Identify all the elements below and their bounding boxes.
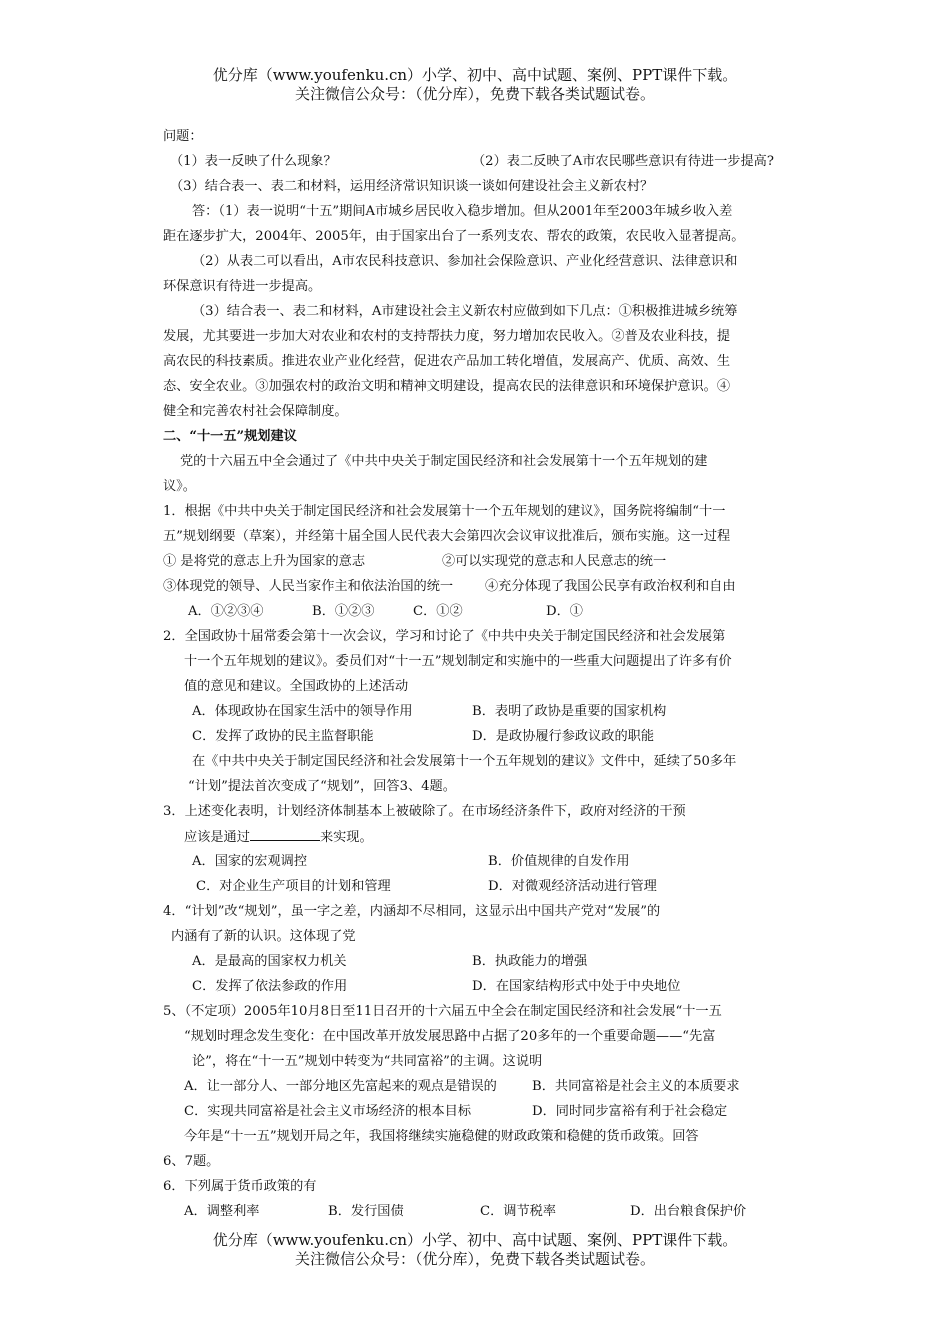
q1-statement-3: ③体现党的领导、人民当家作主和依法治国的统一: [163, 579, 454, 594]
q2-option-c: C．发挥了政协的民主监督职能: [192, 729, 374, 744]
answer-blank: [250, 828, 320, 841]
q1-statement-2: ②可以实现党的意志和人民意志的统一: [442, 554, 667, 569]
q1-option-c: C．①②: [413, 604, 463, 619]
q2-stem-line-2: 十一个五年规划的建议》。委员们对“十一五”规划制定和实施中的一些重大问题提出了许多有价: [184, 654, 732, 669]
answer-3-line-5: 健全和完善农村社会保障制度。: [163, 404, 348, 419]
q2-option-d: D．是政协履行参政议政的职能: [472, 729, 655, 744]
q5-option-d: D．同时同步富裕有利于社会稳定: [532, 1104, 728, 1119]
material-3-4-line-2: “计划”提法首次变成了“规划”，回答3、4题。: [188, 779, 456, 794]
footer-line-1: 优分库（www.youfenku.cn）小学、初中、高中试题、案例、PPT课件下载。: [212, 1231, 738, 1249]
answer-2-line-1: （2）从表二可以看出，A市农民科技意识、参加社会保险意识、产业化经营意识、法律意识和: [192, 254, 738, 269]
question-2: （2）表二反映了A市农民哪些意识有待进一步提高?: [472, 154, 774, 169]
q3-option-c: C．对企业生产项目的计划和管理: [196, 879, 391, 894]
q1-stem-line-1: 1．根据《中共中央关于制定国民经济和社会发展第十一个五年规划的建议》，国务院将编制“十一: [163, 504, 726, 519]
answer-3-line-4: 态、安全农业。③加强农村的政治文明和精神文明建设，提高农民的法律意识和环境保护意识。④: [163, 379, 731, 394]
q3-option-d: D．对微观经济活动进行管理: [488, 879, 657, 894]
q2-stem-line-1: 2．全国政协十届常委会第十一次会议，学习和讨论了《中共中央关于制定国民经济和社会发展第: [163, 629, 726, 644]
footer-line-2: 关注微信公众号：（优分库），免费下载各类试题试卷。: [294, 1250, 655, 1268]
q5-option-c: C．实现共同富裕是社会主义市场经济的根本目标: [184, 1104, 472, 1119]
answer-1-line-1: 答：（1）表一说明“十五”期间A市城乡居民收入稳步增加。但从2001年至2003年城乡收入差: [192, 204, 733, 219]
intro-line-2: 议》。: [163, 479, 196, 494]
answer-3-line-2: 发展，尤其要进一步加大对农业和农村的支持帮扶力度，努力增加农民收入。②普及农业科技，提: [163, 329, 731, 344]
section-heading: 二、“十一五”规划建议: [163, 429, 297, 444]
q6-option-c: C．调节税率: [480, 1204, 557, 1219]
q4-option-a: A．是最高的国家权力机关: [192, 954, 347, 969]
question-3: （3）结合表一、表二和材料，运用经济常识知识谈一谈如何建设社会主义新农村？: [170, 179, 654, 194]
material-3-4-line-1: 在《中共中央关于制定国民经济和社会发展第十一个五年规划的建议》文件中，延续了50多年: [192, 754, 737, 769]
answer-3-line-3: 高农民的科技素质。推进农业产业化经营，促进农产品加工转化增值，发展高产、优质、高效、生: [163, 354, 731, 369]
material-6-7-line-2: 6、7题。: [163, 1154, 220, 1169]
answer-2-line-2: 环保意识有待进一步提高。: [163, 279, 322, 294]
header-line-1: 优分库（www.youfenku.cn）小学、初中、高中试题、案例、PPT课件下载。: [212, 66, 738, 84]
q2-option-a: A．体现政协在国家生活中的领导作用: [192, 704, 413, 719]
q5-option-a: A．让一部分人、一部分地区先富起来的观点是错误的: [184, 1079, 497, 1094]
q5-stem-line-3: 论”，将在“十一五”规划中转变为“共同富裕”的主调。这说明: [192, 1054, 543, 1069]
q3-stem-line-2: [184, 828, 373, 847]
q2-option-b: B．表明了政协是重要的国家机构: [472, 704, 667, 719]
q3-stem-prefix: 应该是通过: [184, 830, 250, 845]
q6-stem: 6．下列属于货币政策的有: [163, 1179, 317, 1194]
q6-option-d: D．出台粮食保护价: [630, 1204, 747, 1219]
q5-option-b: B．共同富裕是社会主义的本质要求: [532, 1079, 740, 1094]
question-1: （1）表一反映了什么现象？: [170, 154, 337, 169]
q4-option-b: B．执政能力的增强: [472, 954, 588, 969]
q6-option-b: B．发行国债: [328, 1204, 404, 1219]
intro-line-1: 党的十六届五中全会通过了《中共中央关于制定国民经济和社会发展第十一个五年规划的建: [180, 454, 708, 469]
q4-stem-line-2: 内涵有了新的认识。这体现了党: [171, 929, 356, 944]
header-line-2: 关注微信公众号：（优分库），免费下载各类试题试卷。: [294, 85, 655, 103]
q6-option-a: A．调整利率: [184, 1204, 260, 1219]
q1-stem-line-2: 五”规划纲要（草案），并经第十届全国人民代表大会第四次会议审议批准后，颁布实施。这一过程: [163, 529, 731, 544]
q5-stem-line-1: 5、（不定项）2005年10月8日至11日召开的十六届五中全会在制定国民经济和社会发展“十一五: [163, 1004, 722, 1019]
page-footer: [0, 1231, 950, 1269]
q1-option-a: A．①②③④: [188, 604, 264, 619]
q1-option-b: B．①②③: [312, 604, 375, 619]
q3-stem-suffix: 来实现。: [319, 830, 373, 845]
q1-statement-4: ④充分体现了我国公民享有政治权利和自由: [485, 579, 736, 594]
q4-option-c: C．发挥了依法参政的作用: [192, 979, 348, 994]
q4-option-d: D．在国家结构形式中处于中央地位: [472, 979, 681, 994]
q4-stem-line-1: 4．“计划”改“规划”，虽一字之差，内涵却不尽相同，这显示出中国共产党对“发展”的: [163, 904, 661, 919]
q3-stem-line-1: 3．上述变化表明，计划经济体制基本上被破除了。在市场经济条件下，政府对经济的干预: [163, 804, 686, 819]
q2-stem-line-3: 值的意见和建议。全国政协的上述活动: [184, 679, 409, 694]
answer-3-line-1: （3）结合表一、表二和材料，A市建设社会主义新农村应做到如下几点：①积极推进城乡统筹: [192, 304, 738, 319]
q1-option-d: D．①: [546, 604, 583, 619]
material-6-7-line-1: 今年是“十一五”规划开局之年，我国将继续实施稳健的财政政策和稳健的货币政策。回答: [184, 1129, 699, 1144]
questions-label: 问题：: [163, 129, 203, 144]
q3-option-a: A．国家的宏观调控: [192, 854, 308, 869]
answer-1-line-2: 距在逐步扩大，2004年、2005年，由于国家出台了一系列支农、帮农的政策，农民收入显著提高。: [163, 229, 745, 244]
q3-option-b: B．价值规律的自发作用: [488, 854, 630, 869]
page-header: [0, 66, 950, 104]
q1-statement-1: ① 是将党的意志上升为国家的意志: [163, 554, 366, 569]
q5-stem-line-2: “规划时理念发生变化：在中国改革开放发展思路中占据了20多年的一个重要命题——“先富: [184, 1029, 716, 1044]
